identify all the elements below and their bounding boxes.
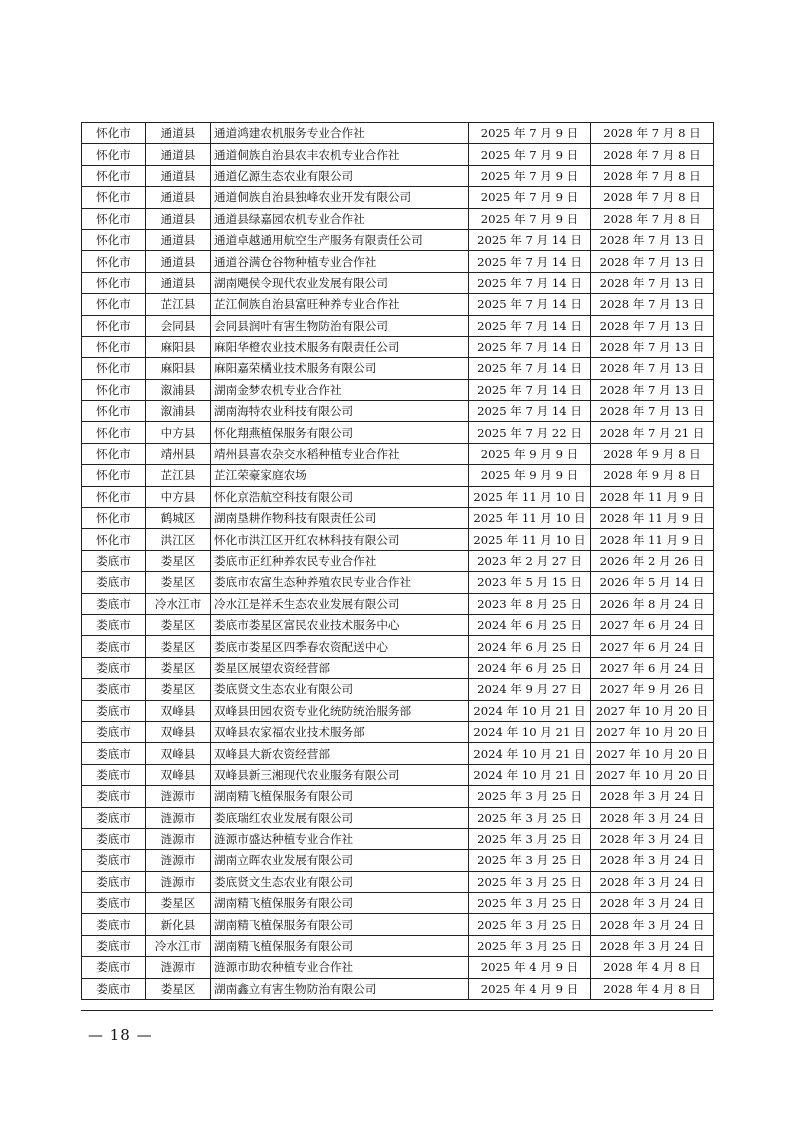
organization-cell: 娄星区展望农资经营部	[211, 657, 469, 678]
end-date-cell: 2028 年 3 月 24 日	[591, 807, 714, 828]
start-date-cell: 2024 年 9 月 27 日	[469, 679, 591, 700]
start-date-cell: 2025 年 11 月 10 日	[469, 508, 591, 529]
table-row	[82, 401, 714, 422]
organization-cell: 双峰县田园农资专业化统防统治服务部	[211, 700, 469, 721]
start-date-cell: 2024 年 6 月 25 日	[469, 657, 591, 678]
table-row	[82, 465, 714, 486]
city-cell: 怀化市	[82, 529, 146, 550]
city-cell: 娄底市	[82, 871, 146, 892]
table-row	[82, 294, 714, 315]
county-cell: 通道县	[146, 165, 211, 186]
page-number: — 18 —	[88, 1026, 153, 1044]
city-cell: 娄底市	[82, 550, 146, 571]
end-date-cell: 2028 年 3 月 24 日	[591, 871, 714, 892]
city-cell: 怀化市	[82, 144, 146, 165]
registry-table	[81, 122, 714, 1000]
table-row	[82, 443, 714, 464]
organization-cell: 娄底市农富生态种养殖农民专业合作社	[211, 572, 469, 593]
start-date-cell: 2025 年 3 月 25 日	[469, 807, 591, 828]
table-row	[82, 679, 714, 700]
organization-cell: 通道侗族自治县农丰农机专业合作社	[211, 144, 469, 165]
city-cell: 娄底市	[82, 914, 146, 935]
start-date-cell: 2025 年 11 月 10 日	[469, 486, 591, 507]
start-date-cell: 2025 年 11 月 10 日	[469, 529, 591, 550]
organization-cell: 娄底市娄星区富民农业技术服务中心	[211, 614, 469, 635]
organization-cell: 怀化市洪江区开红农林科技有限公司	[211, 529, 469, 550]
end-date-cell: 2028 年 9 月 8 日	[591, 443, 714, 464]
end-date-cell: 2028 年 9 月 8 日	[591, 465, 714, 486]
table-row	[82, 379, 714, 400]
city-cell: 怀化市	[82, 508, 146, 529]
registry-table-body	[82, 123, 714, 1000]
city-cell: 娄底市	[82, 700, 146, 721]
table-row	[82, 935, 714, 956]
county-cell: 娄星区	[146, 978, 211, 999]
table-row	[82, 764, 714, 785]
table-row	[82, 786, 714, 807]
start-date-cell: 2025 年 7 月 14 日	[469, 379, 591, 400]
table-row	[82, 614, 714, 635]
organization-cell: 双峰县大新农资经营部	[211, 743, 469, 764]
organization-cell: 娄底市正红种养农民专业合作社	[211, 550, 469, 571]
table-row	[82, 550, 714, 571]
end-date-cell: 2028 年 7 月 13 日	[591, 251, 714, 272]
end-date-cell: 2026 年 8 月 24 日	[591, 593, 714, 614]
end-date-cell: 2028 年 7 月 8 日	[591, 165, 714, 186]
start-date-cell: 2025 年 7 月 9 日	[469, 208, 591, 229]
city-cell: 娄底市	[82, 893, 146, 914]
organization-cell: 娄底贤文生态农业有限公司	[211, 871, 469, 892]
organization-cell: 通道县绿嘉园农机专业合作社	[211, 208, 469, 229]
table-row	[82, 187, 714, 208]
table-row	[82, 315, 714, 336]
organization-cell: 湖南精飞植保服务有限公司	[211, 786, 469, 807]
start-date-cell: 2025 年 3 月 25 日	[469, 786, 591, 807]
start-date-cell: 2024 年 10 月 21 日	[469, 743, 591, 764]
county-cell: 通道县	[146, 144, 211, 165]
county-cell: 洪江区	[146, 529, 211, 550]
organization-cell: 怀化翔燕植保服务有限公司	[211, 422, 469, 443]
county-cell: 双峰县	[146, 743, 211, 764]
start-date-cell: 2025 年 3 月 25 日	[469, 935, 591, 956]
county-cell: 涟源市	[146, 807, 211, 828]
county-cell: 中方县	[146, 486, 211, 507]
county-cell: 芷江县	[146, 465, 211, 486]
organization-cell: 靖州县喜农杂交水稻种植专业合作社	[211, 443, 469, 464]
county-cell: 娄星区	[146, 614, 211, 635]
start-date-cell: 2025 年 3 月 25 日	[469, 871, 591, 892]
organization-cell: 湖南精飞植保服务有限公司	[211, 914, 469, 935]
start-date-cell: 2025 年 9 月 9 日	[469, 443, 591, 464]
county-cell: 芷江县	[146, 294, 211, 315]
table-row	[82, 422, 714, 443]
table-row	[82, 208, 714, 229]
table-row	[82, 636, 714, 657]
city-cell: 怀化市	[82, 208, 146, 229]
organization-cell: 通道谷满仓谷物种植专业合作社	[211, 251, 469, 272]
start-date-cell: 2025 年 7 月 9 日	[469, 123, 591, 144]
start-date-cell: 2025 年 7 月 14 日	[469, 251, 591, 272]
city-cell: 怀化市	[82, 165, 146, 186]
table-row	[82, 700, 714, 721]
end-date-cell: 2028 年 11 月 9 日	[591, 486, 714, 507]
county-cell: 娄星区	[146, 636, 211, 657]
organization-cell: 麻阳嘉荣橘业技术服务有限公司	[211, 358, 469, 379]
city-cell: 娄底市	[82, 743, 146, 764]
end-date-cell: 2028 年 7 月 13 日	[591, 401, 714, 422]
organization-cell: 涟源市助农种植专业合作社	[211, 957, 469, 978]
start-date-cell: 2024 年 6 月 25 日	[469, 636, 591, 657]
city-cell: 怀化市	[82, 401, 146, 422]
organization-cell: 怀化京浩航空科技有限公司	[211, 486, 469, 507]
city-cell: 怀化市	[82, 229, 146, 250]
start-date-cell: 2025 年 3 月 25 日	[469, 850, 591, 871]
organization-cell: 双峰县农家福农业技术服务部	[211, 721, 469, 742]
county-cell: 溆浦县	[146, 401, 211, 422]
start-date-cell: 2025 年 7 月 14 日	[469, 229, 591, 250]
county-cell: 娄星区	[146, 572, 211, 593]
end-date-cell: 2028 年 7 月 13 日	[591, 315, 714, 336]
city-cell: 娄底市	[82, 978, 146, 999]
end-date-cell: 2028 年 3 月 24 日	[591, 850, 714, 871]
city-cell: 怀化市	[82, 358, 146, 379]
county-cell: 通道县	[146, 251, 211, 272]
city-cell: 怀化市	[82, 336, 146, 357]
organization-cell: 湖南立晖农业发展有限公司	[211, 850, 469, 871]
end-date-cell: 2028 年 7 月 13 日	[591, 358, 714, 379]
start-date-cell: 2025 年 9 月 9 日	[469, 465, 591, 486]
table-row	[82, 229, 714, 250]
city-cell: 娄底市	[82, 679, 146, 700]
end-date-cell: 2028 年 7 月 8 日	[591, 144, 714, 165]
county-cell: 鹤城区	[146, 508, 211, 529]
start-date-cell: 2025 年 7 月 14 日	[469, 401, 591, 422]
city-cell: 怀化市	[82, 486, 146, 507]
county-cell: 涟源市	[146, 871, 211, 892]
organization-cell: 涟源市盛达种植专业合作社	[211, 828, 469, 849]
organization-cell: 湖南精飞植保服务有限公司	[211, 893, 469, 914]
city-cell: 怀化市	[82, 465, 146, 486]
end-date-cell: 2028 年 7 月 8 日	[591, 208, 714, 229]
organization-cell: 通道卓越通用航空生产服务有限责任公司	[211, 229, 469, 250]
start-date-cell: 2025 年 7 月 9 日	[469, 187, 591, 208]
county-cell: 娄星区	[146, 893, 211, 914]
county-cell: 麻阳县	[146, 336, 211, 357]
end-date-cell: 2028 年 7 月 13 日	[591, 294, 714, 315]
end-date-cell: 2028 年 4 月 8 日	[591, 957, 714, 978]
table-row	[82, 657, 714, 678]
start-date-cell: 2025 年 7 月 14 日	[469, 294, 591, 315]
county-cell: 娄星区	[146, 679, 211, 700]
city-cell: 娄底市	[82, 850, 146, 871]
start-date-cell: 2024 年 10 月 21 日	[469, 721, 591, 742]
start-date-cell: 2025 年 7 月 14 日	[469, 358, 591, 379]
county-cell: 冷水江市	[146, 935, 211, 956]
table-row	[82, 123, 714, 144]
county-cell: 通道县	[146, 272, 211, 293]
start-date-cell: 2023 年 2 月 27 日	[469, 550, 591, 571]
table-row	[82, 486, 714, 507]
county-cell: 双峰县	[146, 700, 211, 721]
table-row	[82, 336, 714, 357]
end-date-cell: 2028 年 7 月 13 日	[591, 336, 714, 357]
end-date-cell: 2028 年 3 月 24 日	[591, 935, 714, 956]
table-row	[82, 893, 714, 914]
city-cell: 娄底市	[82, 721, 146, 742]
organization-cell: 湖南精飞植保服务有限公司	[211, 935, 469, 956]
end-date-cell: 2027 年 6 月 24 日	[591, 657, 714, 678]
table-row	[82, 978, 714, 999]
start-date-cell: 2025 年 3 月 25 日	[469, 914, 591, 935]
start-date-cell: 2025 年 7 月 14 日	[469, 272, 591, 293]
county-cell: 新化县	[146, 914, 211, 935]
end-date-cell: 2028 年 3 月 24 日	[591, 786, 714, 807]
county-cell: 涟源市	[146, 786, 211, 807]
city-cell: 娄底市	[82, 786, 146, 807]
table-row	[82, 529, 714, 550]
city-cell: 娄底市	[82, 572, 146, 593]
end-date-cell: 2028 年 3 月 24 日	[591, 828, 714, 849]
city-cell: 怀化市	[82, 315, 146, 336]
county-cell: 麻阳县	[146, 358, 211, 379]
start-date-cell: 2025 年 3 月 25 日	[469, 893, 591, 914]
organization-cell: 通道鸿建农机服务专业合作社	[211, 123, 469, 144]
county-cell: 会同县	[146, 315, 211, 336]
start-date-cell: 2024 年 10 月 21 日	[469, 764, 591, 785]
table-row	[82, 593, 714, 614]
end-date-cell: 2028 年 7 月 13 日	[591, 272, 714, 293]
city-cell: 娄底市	[82, 807, 146, 828]
table-row	[82, 871, 714, 892]
table-row	[82, 358, 714, 379]
end-date-cell: 2027 年 10 月 20 日	[591, 743, 714, 764]
start-date-cell: 2025 年 4 月 9 日	[469, 957, 591, 978]
county-cell: 中方县	[146, 422, 211, 443]
end-date-cell: 2028 年 7 月 8 日	[591, 187, 714, 208]
organization-cell: 麻阳华橙农业技术服务有限责任公司	[211, 336, 469, 357]
organization-cell: 冷水江是祥禾生态农业发展有限公司	[211, 593, 469, 614]
end-date-cell: 2027 年 10 月 20 日	[591, 721, 714, 742]
city-cell: 怀化市	[82, 379, 146, 400]
county-cell: 通道县	[146, 123, 211, 144]
city-cell: 怀化市	[82, 187, 146, 208]
table-row	[82, 144, 714, 165]
table-row	[82, 251, 714, 272]
start-date-cell: 2025 年 4 月 9 日	[469, 978, 591, 999]
city-cell: 娄底市	[82, 657, 146, 678]
end-date-cell: 2026 年 2 月 26 日	[591, 550, 714, 571]
table-row	[82, 914, 714, 935]
organization-cell: 通道侗族自治县独峰农业开发有限公司	[211, 187, 469, 208]
city-cell: 娄底市	[82, 764, 146, 785]
table-row	[82, 850, 714, 871]
county-cell: 冷水江市	[146, 593, 211, 614]
start-date-cell: 2025 年 7 月 22 日	[469, 422, 591, 443]
city-cell: 怀化市	[82, 422, 146, 443]
organization-cell: 芷江荣豪家庭农场	[211, 465, 469, 486]
county-cell: 娄星区	[146, 657, 211, 678]
organization-cell: 娄底贤文生态农业有限公司	[211, 679, 469, 700]
end-date-cell: 2027 年 6 月 24 日	[591, 614, 714, 635]
organization-cell: 通道亿源生态农业有限公司	[211, 165, 469, 186]
county-cell: 涟源市	[146, 828, 211, 849]
organization-cell: 双峰县新三湘现代农业服务有限公司	[211, 764, 469, 785]
end-date-cell: 2028 年 3 月 24 日	[591, 893, 714, 914]
table-row	[82, 743, 714, 764]
start-date-cell: 2024 年 6 月 25 日	[469, 614, 591, 635]
city-cell: 怀化市	[82, 251, 146, 272]
table-row	[82, 957, 714, 978]
county-cell: 涟源市	[146, 957, 211, 978]
start-date-cell: 2025 年 7 月 14 日	[469, 336, 591, 357]
table-row	[82, 508, 714, 529]
end-date-cell: 2028 年 11 月 9 日	[591, 508, 714, 529]
organization-cell: 湖南鑫立有害生物防治有限公司	[211, 978, 469, 999]
city-cell: 怀化市	[82, 294, 146, 315]
city-cell: 怀化市	[82, 443, 146, 464]
city-cell: 娄底市	[82, 636, 146, 657]
county-cell: 双峰县	[146, 721, 211, 742]
county-cell: 靖州县	[146, 443, 211, 464]
end-date-cell: 2028 年 7 月 13 日	[591, 229, 714, 250]
organization-cell: 芷江侗族自治县富旺种养专业合作社	[211, 294, 469, 315]
city-cell: 怀化市	[82, 272, 146, 293]
end-date-cell: 2028 年 7 月 8 日	[591, 123, 714, 144]
organization-cell: 湖南金梦农机专业合作社	[211, 379, 469, 400]
end-date-cell: 2028 年 11 月 9 日	[591, 529, 714, 550]
start-date-cell: 2025 年 7 月 9 日	[469, 165, 591, 186]
end-date-cell: 2028 年 4 月 8 日	[591, 978, 714, 999]
end-date-cell: 2027 年 10 月 20 日	[591, 700, 714, 721]
county-cell: 通道县	[146, 187, 211, 208]
start-date-cell: 2023 年 5 月 15 日	[469, 572, 591, 593]
county-cell: 通道县	[146, 208, 211, 229]
city-cell: 娄底市	[82, 957, 146, 978]
table-row	[82, 721, 714, 742]
county-cell: 涟源市	[146, 850, 211, 871]
city-cell: 娄底市	[82, 593, 146, 614]
end-date-cell: 2027 年 9 月 26 日	[591, 679, 714, 700]
start-date-cell: 2023 年 8 月 25 日	[469, 593, 591, 614]
table-row	[82, 272, 714, 293]
organization-cell: 娄底市娄星区四季春农资配送中心	[211, 636, 469, 657]
start-date-cell: 2025 年 3 月 25 日	[469, 828, 591, 849]
end-date-cell: 2028 年 3 月 24 日	[591, 914, 714, 935]
end-date-cell: 2028 年 7 月 13 日	[591, 379, 714, 400]
end-date-cell: 2027 年 10 月 20 日	[591, 764, 714, 785]
city-cell: 娄底市	[82, 614, 146, 635]
organization-cell: 娄底瑞红农业发展有限公司	[211, 807, 469, 828]
footer-rule	[81, 1010, 713, 1011]
start-date-cell: 2025 年 7 月 9 日	[469, 144, 591, 165]
start-date-cell: 2025 年 7 月 14 日	[469, 315, 591, 336]
table-row	[82, 828, 714, 849]
end-date-cell: 2026 年 5 月 14 日	[591, 572, 714, 593]
table-row	[82, 165, 714, 186]
end-date-cell: 2027 年 6 月 24 日	[591, 636, 714, 657]
start-date-cell: 2024 年 10 月 21 日	[469, 700, 591, 721]
table-row	[82, 572, 714, 593]
end-date-cell: 2028 年 7 月 21 日	[591, 422, 714, 443]
county-cell: 娄星区	[146, 550, 211, 571]
city-cell: 怀化市	[82, 123, 146, 144]
city-cell: 娄底市	[82, 935, 146, 956]
county-cell: 溆浦县	[146, 379, 211, 400]
county-cell: 通道县	[146, 229, 211, 250]
organization-cell: 湖南飓侯令现代农业发展有限公司	[211, 272, 469, 293]
organization-cell: 湖南海特农业科技有限公司	[211, 401, 469, 422]
organization-cell: 湖南垦耕作物科技有限责任公司	[211, 508, 469, 529]
table-row	[82, 807, 714, 828]
county-cell: 双峰县	[146, 764, 211, 785]
organization-cell: 会同县润叶有害生物防治有限公司	[211, 315, 469, 336]
city-cell: 娄底市	[82, 828, 146, 849]
